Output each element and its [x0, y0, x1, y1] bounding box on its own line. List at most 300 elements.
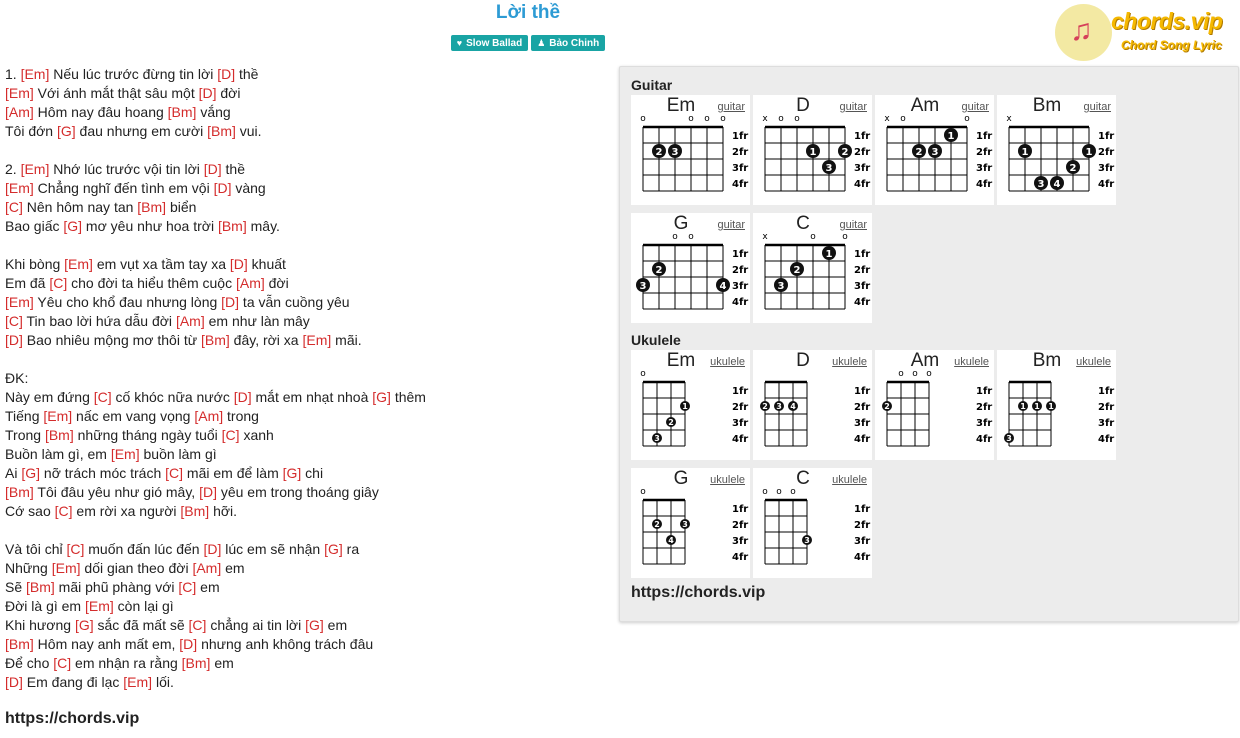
fret-label: 4fr	[732, 179, 749, 190]
chord-link[interactable]: [Em]	[110, 446, 140, 462]
lyric-line	[5, 578, 605, 597]
lyric-text: em nhận ra rằng	[71, 655, 182, 671]
finger-number: 1	[825, 249, 833, 260]
finger-number: 4	[719, 281, 727, 292]
chord-name: Am	[910, 350, 940, 371]
fret-label: 1fr	[732, 131, 749, 142]
lyric-text: mơ yêu như hoa trời	[82, 218, 218, 234]
open-string-marker: o	[688, 232, 694, 242]
user-icon: ♟	[537, 37, 546, 48]
chord-name: Am	[910, 95, 940, 116]
open-string-marker: o	[640, 114, 646, 124]
fret-label: 3fr	[732, 163, 749, 174]
finger-number: 1	[1085, 147, 1093, 158]
fretboard	[631, 350, 750, 460]
lyric-text: vui.	[235, 123, 262, 139]
muted-string-marker: x	[762, 114, 768, 124]
chord-link[interactable]: [D]	[213, 180, 232, 196]
chord-link[interactable]: [C]	[49, 275, 68, 291]
finger-number: 3	[1037, 179, 1045, 190]
artist-tag-label: Bảo Chinh	[549, 37, 600, 49]
open-string-marker: o	[640, 369, 646, 379]
lyric-text: ta vẫn cuồng yêu	[239, 294, 350, 310]
chord-link[interactable]: [D]	[5, 332, 23, 348]
guitar-link[interactable]: guitar	[839, 101, 867, 113]
lyric-text: Trong	[5, 427, 45, 443]
chord-link[interactable]: [Em]	[20, 66, 50, 82]
chord-link[interactable]: [G]	[21, 465, 41, 481]
lyric-text: Này em đứng	[5, 389, 94, 405]
tag-list	[0, 35, 1056, 51]
lyric-text: em rời xa người	[72, 503, 181, 519]
lyric-line	[5, 502, 605, 521]
chord-link[interactable]: [D]	[198, 85, 217, 101]
fretboard	[631, 213, 750, 323]
lyric-text: thêm	[390, 389, 426, 405]
lyric-text: trong	[223, 408, 259, 424]
lyric-line	[5, 293, 605, 312]
chord-link[interactable]: [Bm]	[167, 104, 197, 120]
lyric-text: cho đời ta hiểu thêm cuộc	[67, 275, 236, 291]
guitar-chord-diagram[interactable]	[997, 95, 1116, 205]
fret-label: 4fr	[854, 552, 871, 563]
chord-link[interactable]: [C]	[5, 313, 23, 329]
guitar-link[interactable]: guitar	[839, 219, 867, 231]
lyric-text: Khi bòng	[5, 256, 65, 272]
lyric-text: Hôm nay đâu hoang	[33, 104, 168, 120]
chord-link[interactable]: [D]	[199, 484, 217, 500]
lyric-text: nấc em vang vọng	[72, 408, 195, 424]
fretboard	[875, 350, 994, 460]
finger-number: 1	[682, 402, 688, 411]
chord-link[interactable]: [C]	[221, 427, 240, 443]
chord-link[interactable]: [C]	[178, 579, 197, 595]
lyric-text: Bao giấc	[5, 218, 64, 234]
lyric-line	[5, 407, 605, 426]
open-string-marker: o	[900, 114, 906, 124]
fret-label: 4fr	[732, 552, 749, 563]
open-string-marker: o	[776, 487, 782, 497]
chord-link[interactable]: [Em]	[51, 560, 81, 576]
lyric-text: xanh	[239, 427, 274, 443]
fret-label: 3fr	[854, 163, 871, 174]
lyric-line	[5, 274, 605, 293]
lyric-text: Em đã	[5, 275, 50, 291]
chord-link[interactable]: [Am]	[175, 313, 205, 329]
lyric-text: em	[323, 617, 348, 633]
chord-link[interactable]: [C]	[188, 617, 207, 633]
chord-panel	[619, 66, 1239, 622]
open-string-marker: o	[842, 232, 848, 242]
ukulele-chord-diagram[interactable]	[997, 350, 1116, 460]
finger-number: 2	[762, 402, 768, 411]
finger-number: 4	[1053, 179, 1061, 190]
finger-number: 2	[793, 265, 801, 276]
guitar-chord-diagram[interactable]	[631, 213, 750, 323]
fret-label: 3fr	[854, 536, 871, 547]
lyric-text: Chẳng nghĩ đến tình em vội	[33, 180, 214, 196]
chord-link[interactable]: [C]	[165, 465, 184, 481]
chord-name: D	[796, 350, 810, 371]
chord-link[interactable]: [G]	[324, 541, 343, 557]
chord-link[interactable]: [Em]	[84, 598, 114, 614]
lyric-line	[5, 426, 605, 445]
muted-string-marker: x	[1006, 114, 1012, 124]
fret-label: 2fr	[976, 402, 993, 413]
fret-label: 1fr	[854, 249, 871, 260]
fret-label: 3fr	[976, 418, 993, 429]
fretboard	[753, 95, 872, 205]
lyric-text: vắng	[196, 104, 231, 120]
chord-link[interactable]: [C]	[66, 541, 85, 557]
lyric-line	[5, 160, 605, 179]
chord-link[interactable]: [Em]	[302, 332, 332, 348]
open-string-marker: o	[912, 369, 918, 379]
fret-label: 1fr	[854, 504, 871, 515]
fret-label: 2fr	[854, 402, 871, 413]
finger-number: 2	[915, 147, 923, 158]
chord-link[interactable]: [C]	[93, 389, 112, 405]
lyric-text: đời	[216, 85, 241, 101]
fret-label: 3fr	[732, 418, 749, 429]
chord-link[interactable]: [G]	[282, 465, 302, 481]
chord-link[interactable]: [G]	[56, 123, 76, 139]
lyric-text: Nhớ lúc trước vội tin lời	[49, 161, 204, 177]
fret-label: 1fr	[976, 386, 993, 397]
finger-number: 3	[931, 147, 939, 158]
chord-link[interactable]: [Bm]	[200, 332, 230, 348]
guitar-logo-icon: ♫	[1070, 14, 1093, 47]
chord-link[interactable]: [Em]	[5, 180, 34, 196]
chord-name: D	[796, 95, 810, 116]
chord-link[interactable]: [D]	[233, 389, 252, 405]
lyric-text: em vụt xa tầm tay xa	[92, 256, 230, 272]
panel-url[interactable]: https://chords.vip	[631, 584, 766, 601]
chord-link[interactable]: [Em]	[123, 674, 153, 690]
finger-number: 3	[1006, 434, 1012, 443]
artist-tag[interactable]	[531, 35, 605, 51]
lyric-line	[5, 179, 605, 198]
lyric-text: Và tôi chỉ	[5, 541, 67, 557]
fretboard	[753, 468, 872, 578]
finger-number: 3	[671, 147, 679, 158]
lyric-text: 1.	[5, 66, 21, 82]
ukulele-link[interactable]: ukulele	[710, 474, 745, 486]
site-url[interactable]: https://chords.vip	[5, 710, 140, 727]
finger-number: 4	[668, 536, 674, 545]
chord-link[interactable]: [Bm]	[181, 655, 211, 671]
lyric-text: vàng	[231, 180, 266, 196]
fret-label: 2fr	[732, 402, 749, 413]
chord-link[interactable]: [D]	[203, 161, 222, 177]
lyric-line	[5, 198, 605, 217]
lyric-text: chi	[301, 465, 324, 481]
fretboard	[753, 213, 872, 323]
fret-label: 4fr	[854, 297, 871, 308]
lyric-text: em như làn mây	[204, 313, 310, 329]
fretboard	[875, 95, 994, 205]
lyric-line	[5, 217, 605, 236]
muted-string-marker: x	[884, 114, 890, 124]
fret-label: 4fr	[732, 434, 749, 445]
chord-link[interactable]: [C]	[53, 655, 72, 671]
chord-link[interactable]: [C]	[5, 199, 23, 215]
finger-number: 2	[668, 418, 674, 427]
fret-label: 2fr	[1098, 402, 1115, 413]
open-string-marker: o	[926, 369, 932, 379]
chord-link[interactable]: [G]	[305, 617, 324, 633]
lyric-line	[5, 483, 605, 502]
guitar-chord-diagram[interactable]	[631, 95, 750, 205]
muted-string-marker: x	[762, 232, 768, 242]
fret-label: 1fr	[732, 249, 749, 260]
genre-tag-label: Slow Ballad	[466, 37, 523, 49]
ukulele-section-title: Ukulele	[631, 332, 681, 348]
lyric-text: Ai	[5, 465, 22, 481]
fretboard	[631, 468, 750, 578]
lyric-text: yêu em trong thoáng giây	[216, 484, 379, 500]
fret-label: 1fr	[1098, 131, 1115, 142]
lyric-text: Yêu cho khổ đau nhưng lòng	[33, 294, 222, 310]
chord-link[interactable]: [Bm]	[26, 579, 55, 595]
lyric-line	[5, 616, 605, 635]
open-string-marker: o	[704, 114, 710, 124]
fret-label: 2fr	[854, 265, 871, 276]
chord-link[interactable]: [Bm]	[5, 636, 34, 652]
ukulele-link[interactable]: ukulele	[832, 474, 867, 486]
chord-link[interactable]: [Bm]	[180, 503, 210, 519]
lyric-text: Tôi đớn	[5, 123, 57, 139]
finger-number: 1	[1021, 147, 1029, 158]
lyrics-block	[5, 65, 605, 692]
lyric-text: 2.	[5, 161, 21, 177]
finger-number: 2	[655, 147, 663, 158]
ukulele-link[interactable]: ukulele	[954, 356, 989, 368]
lyric-text: muốn đấn lúc đến	[84, 541, 204, 557]
fret-label: 1fr	[854, 131, 871, 142]
lyric-text: nhưng anh không trách đâu	[197, 636, 374, 652]
fret-label: 3fr	[854, 281, 871, 292]
fretboard	[997, 350, 1116, 460]
heart-icon: ♥	[456, 38, 463, 48]
lyric-text: ĐK:	[5, 370, 29, 386]
lyric-line	[5, 255, 605, 274]
chord-link[interactable]: [G]	[63, 218, 83, 234]
fret-label: 3fr	[1098, 163, 1115, 174]
chord-link[interactable]: [D]	[229, 256, 248, 272]
lyric-text: mãi phũ phàng với	[54, 579, 179, 595]
fretboard	[997, 95, 1116, 205]
chord-link[interactable]: [Bm]	[217, 218, 247, 234]
lyric-text: mãi.	[331, 332, 362, 348]
finger-number: 2	[655, 265, 663, 276]
lyric-line	[5, 673, 605, 692]
finger-number: 4	[790, 402, 796, 411]
ukulele-chord-diagram[interactable]	[631, 468, 750, 578]
fret-label: 3fr	[732, 536, 749, 547]
chord-link[interactable]: [D]	[221, 294, 240, 310]
chord-link[interactable]: [Em]	[5, 294, 34, 310]
lyric-text: đây, rời xa	[229, 332, 303, 348]
lyric-text: Những	[5, 560, 52, 576]
fret-label: 4fr	[1098, 434, 1115, 445]
guitar-link[interactable]: guitar	[717, 101, 745, 113]
chord-link[interactable]: [G]	[74, 617, 94, 633]
finger-number: 1	[809, 147, 817, 158]
fret-label: 3fr	[976, 163, 993, 174]
lyric-text: chẳng ai tin lời	[206, 617, 306, 633]
ukulele-chord-diagram[interactable]	[631, 350, 750, 460]
fret-label: 2fr	[854, 520, 871, 531]
chord-link[interactable]: [D]	[5, 674, 23, 690]
finger-number: 3	[804, 536, 810, 545]
lyric-text: biển	[166, 199, 197, 215]
lyric-line	[5, 65, 605, 84]
chord-name: G	[673, 213, 689, 234]
site-logo[interactable]	[1055, 4, 1235, 62]
fret-label: 1fr	[854, 386, 871, 397]
lyric-text: thề	[221, 161, 245, 177]
ukulele-link[interactable]: ukulele	[1076, 356, 1111, 368]
lyric-blank-line	[5, 350, 605, 369]
finger-number: 2	[841, 147, 849, 158]
fret-label: 2fr	[732, 265, 749, 276]
finger-number: 3	[825, 163, 833, 174]
fret-label: 4fr	[732, 297, 749, 308]
lyric-text: Em đang đi lạc	[22, 674, 124, 690]
genre-tag[interactable]	[451, 35, 528, 51]
fret-label: 2fr	[976, 147, 993, 158]
lyric-blank-line	[5, 521, 605, 540]
lyric-text: em	[221, 560, 245, 576]
chord-link[interactable]: [Em]	[43, 408, 73, 424]
lyric-line	[5, 464, 605, 483]
fret-label: 2fr	[854, 147, 871, 158]
lyric-line	[5, 369, 605, 388]
chord-link[interactable]: [Bm]	[207, 123, 236, 139]
finger-number: 1	[947, 131, 955, 142]
fretboard	[631, 95, 750, 205]
lyric-text: Bao nhiêu mộng mơ thôi từ	[22, 332, 201, 348]
guitar-chord-diagram[interactable]	[753, 95, 872, 205]
lyric-text: nỡ trách móc trách	[40, 465, 166, 481]
lyric-text: Hôm nay anh mất em,	[33, 636, 180, 652]
fret-label: 1fr	[732, 386, 749, 397]
fret-label: 2fr	[732, 520, 749, 531]
lyric-text: dối gian theo đời	[80, 560, 193, 576]
chord-link[interactable]: [Bm]	[5, 484, 34, 500]
lyric-text: đời	[264, 275, 289, 291]
chord-link[interactable]: [D]	[203, 541, 222, 557]
guitar-link[interactable]: guitar	[717, 219, 745, 231]
lyric-text: hỡi.	[209, 503, 238, 519]
open-string-marker: o	[898, 369, 904, 379]
chord-link[interactable]: [Em]	[20, 161, 50, 177]
chord-name: Em	[666, 350, 696, 371]
lyric-text: ra	[342, 541, 360, 557]
chord-link[interactable]: [D]	[217, 66, 236, 82]
open-string-marker: o	[794, 114, 800, 124]
open-string-marker: o	[964, 114, 970, 124]
chord-name: Em	[666, 95, 696, 116]
finger-number: 2	[654, 520, 660, 529]
guitar-link[interactable]: guitar	[1083, 101, 1111, 113]
chord-link[interactable]: [C]	[54, 503, 73, 519]
fret-label: 1fr	[976, 131, 993, 142]
chord-name: Bm	[1032, 95, 1062, 116]
chord-link[interactable]: [Bm]	[44, 427, 74, 443]
lyric-text: những tháng ngày tuổi	[73, 427, 222, 443]
logo-name: chords.vip	[1111, 8, 1223, 34]
fret-label: 1fr	[732, 504, 749, 515]
finger-number: 3	[654, 434, 660, 443]
guitar-chord-diagram[interactable]	[753, 213, 872, 323]
fret-label: 2fr	[1098, 147, 1115, 158]
fret-label: 4fr	[854, 179, 871, 190]
lyric-line	[5, 445, 605, 464]
ukulele-chord-diagram[interactable]	[753, 468, 872, 578]
ukulele-link[interactable]: ukulele	[832, 356, 867, 368]
lyric-text: thề	[235, 66, 259, 82]
fret-label: 1fr	[1098, 386, 1115, 397]
ukulele-chord-diagram[interactable]	[875, 350, 994, 460]
guitar-link[interactable]: guitar	[961, 101, 989, 113]
chord-link[interactable]: [Am]	[235, 275, 265, 291]
chord-link[interactable]: [Bm]	[137, 199, 167, 215]
lyric-text: Tôi đâu yêu như gió mây,	[33, 484, 200, 500]
chord-link[interactable]: [Am]	[194, 408, 224, 424]
chord-name: Bm	[1032, 350, 1062, 371]
lyric-text: Nên hôm nay tan	[22, 199, 138, 215]
finger-number: 3	[682, 520, 688, 529]
lyric-text: Nếu lúc trước đừng tin lời	[49, 66, 218, 82]
chord-link[interactable]: [Em]	[64, 256, 93, 272]
logo-tagline: Chord Song Lyric	[1121, 38, 1222, 52]
fret-label: 4fr	[976, 434, 993, 445]
lyric-text: cố khóc nữa nước	[111, 389, 234, 405]
guitar-chord-diagram[interactable]	[875, 95, 994, 205]
chord-link[interactable]: [Am]	[5, 104, 34, 120]
lyric-line	[5, 388, 605, 407]
lyric-text: lúc em sẽ nhận	[221, 541, 325, 557]
lyric-text: khuất	[247, 256, 286, 272]
lyric-line	[5, 312, 605, 331]
fret-label: 4fr	[976, 179, 993, 190]
lyric-text: Đời là gì em	[5, 598, 85, 614]
lyric-text: em	[210, 655, 234, 671]
fret-label: 3fr	[732, 281, 749, 292]
lyric-text: Buồn làm gì, em	[5, 446, 111, 462]
lyric-line	[5, 597, 605, 616]
chord-link[interactable]: [G]	[372, 389, 391, 405]
finger-number: 1	[1020, 402, 1026, 411]
open-string-marker: o	[672, 232, 678, 242]
finger-number: 2	[1069, 163, 1077, 174]
finger-number: 2	[884, 402, 890, 411]
chord-link[interactable]: [Am]	[192, 560, 222, 576]
chord-name: C	[796, 213, 810, 234]
lyric-text: Khi hương	[5, 617, 75, 633]
chord-link[interactable]: [Em]	[5, 85, 34, 101]
chord-link[interactable]: [D]	[179, 636, 198, 652]
ukulele-link[interactable]: ukulele	[710, 356, 745, 368]
ukulele-chord-diagram[interactable]	[753, 350, 872, 460]
guitar-section-title: Guitar	[631, 77, 673, 93]
open-string-marker: o	[810, 232, 816, 242]
lyric-line	[5, 654, 605, 673]
lyric-line	[5, 122, 605, 141]
lyric-line	[5, 103, 605, 122]
